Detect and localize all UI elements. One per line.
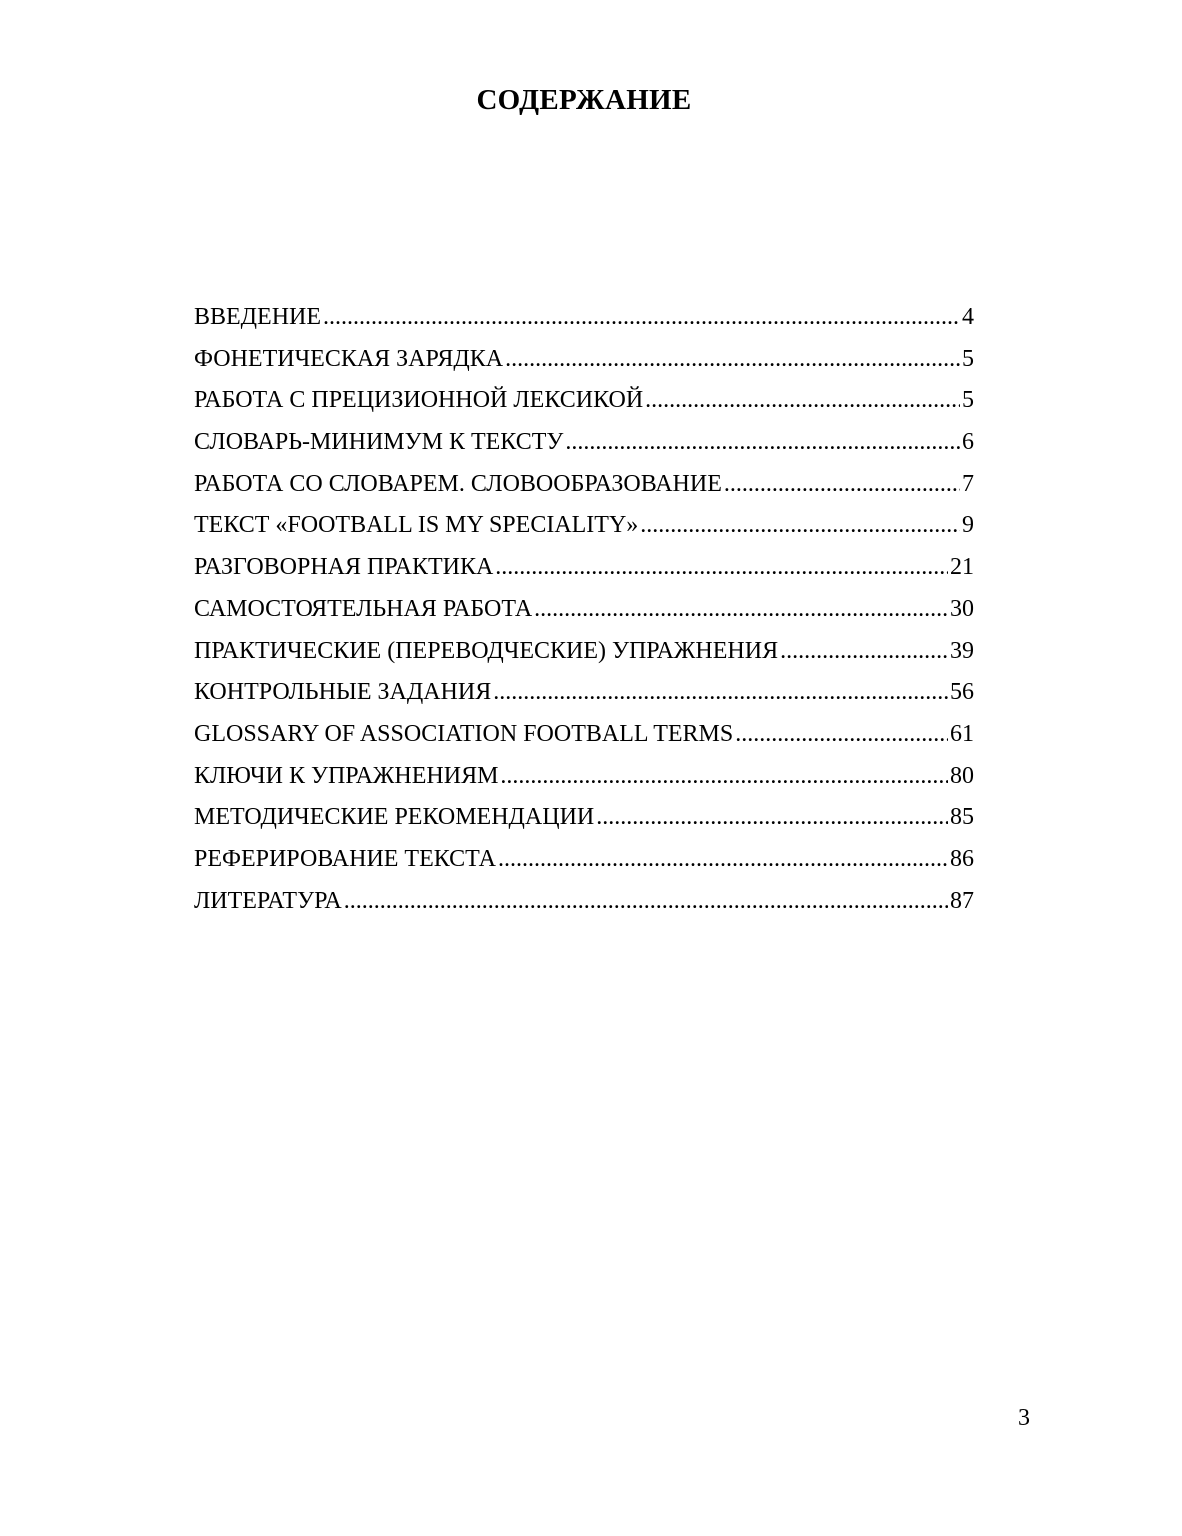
toc-entry-page: 39: [950, 637, 974, 664]
toc-entry[interactable]: [194, 339, 974, 381]
toc-dot-leader: [780, 631, 948, 673]
toc-entry-page: 80: [950, 762, 974, 789]
toc-entry[interactable]: [194, 464, 974, 506]
toc-entry-label: ПРАКТИЧЕСКИЕ (ПЕРЕВОДЧЕСКИЕ) УПРАЖНЕНИЯ: [194, 637, 779, 664]
toc-entry[interactable]: [194, 547, 974, 589]
toc-dot-leader: [596, 797, 948, 839]
toc-dot-leader: [735, 714, 948, 756]
toc-dot-leader: [724, 464, 960, 506]
toc-entry-label: КОНТРОЛЬНЫЕ ЗАДАНИЯ: [194, 679, 492, 706]
toc-dot-leader: [565, 422, 960, 464]
toc-dot-leader: [498, 839, 948, 881]
toc-entry-label: СЛОВАРЬ-МИНИМУМ К ТЕКСТУ: [194, 429, 564, 456]
table-of-contents: [194, 297, 974, 922]
toc-entry[interactable]: [194, 797, 974, 839]
toc-entry[interactable]: [194, 380, 974, 422]
toc-entry-label: ЛИТЕРАТУРА: [194, 887, 342, 914]
toc-entry-page: 4: [962, 304, 974, 330]
toc-entry[interactable]: [194, 505, 974, 547]
page-title: СОДЕРЖАНИЕ: [476, 84, 692, 116]
toc-entry-page: 5: [962, 387, 974, 414]
toc-entry-label: РЕФЕРИРОВАНИЕ ТЕКСТА: [194, 845, 496, 872]
toc-entry[interactable]: [194, 631, 974, 673]
toc-entry-page: 61: [950, 720, 974, 747]
toc-dot-leader: [505, 339, 960, 381]
toc-entry-page: 30: [950, 595, 974, 622]
toc-entry-page: 9: [962, 512, 974, 539]
toc-dot-leader: [495, 547, 948, 589]
toc-dot-leader: [323, 297, 960, 339]
toc-entry-page: 7: [962, 470, 974, 497]
toc-entry-label: РАБОТА СО СЛОВАРЕМ. СЛОВООБРАЗОВАНИЕ: [194, 470, 722, 497]
toc-entry-label: ТЕКСТ «FOOTBALL IS MY SPECIALITY»: [194, 512, 639, 539]
toc-entry-label: КЛЮЧИ К УПРАЖНЕНИЯМ: [194, 762, 499, 789]
toc-entry[interactable]: [194, 881, 974, 923]
toc-entry-label: САМОСТОЯТЕЛЬНАЯ РАБОТА: [194, 595, 533, 622]
toc-entry-page: 56: [950, 679, 974, 706]
toc-dot-leader: [534, 589, 948, 631]
toc-entry[interactable]: [194, 297, 974, 339]
toc-entry-label: ФОНЕТИЧЕСКАЯ ЗАРЯДКА: [194, 345, 504, 372]
toc-entry-page: 87: [950, 887, 974, 914]
toc-entry-page: 86: [950, 845, 974, 872]
toc-entry-label: МЕТОДИЧЕСКИЕ РЕКОМЕНДАЦИИ: [194, 804, 595, 831]
toc-dot-leader: [344, 881, 948, 923]
toc-dot-leader: [500, 756, 948, 798]
toc-dot-leader: [640, 505, 960, 547]
toc-entry[interactable]: [194, 839, 974, 881]
toc-entry[interactable]: [194, 422, 974, 464]
toc-entry-label: GLOSSARY OF ASSOCIATION FOOTBALL TERMS: [194, 720, 734, 747]
toc-entry-label: ВВЕДЕНИЕ: [194, 304, 322, 330]
toc-entry[interactable]: [194, 714, 974, 756]
toc-entry[interactable]: [194, 756, 974, 798]
toc-entry-label: РАЗГОВОРНАЯ ПРАКТИКА: [194, 554, 494, 581]
toc-entry-page: 21: [950, 554, 974, 581]
toc-entry-label: РАБОТА С ПРЕЦИЗИОННОЙ ЛЕКСИКОЙ: [194, 387, 644, 414]
toc-entry-page: 5: [962, 345, 974, 372]
toc-entry[interactable]: [194, 672, 974, 714]
toc-entry[interactable]: [194, 589, 974, 631]
toc-dot-leader: [493, 672, 948, 714]
page-number: 3: [1018, 1405, 1030, 1431]
toc-dot-leader: [645, 380, 960, 422]
toc-entry-page: 85: [950, 804, 974, 831]
toc-entry-page: 6: [962, 429, 974, 456]
